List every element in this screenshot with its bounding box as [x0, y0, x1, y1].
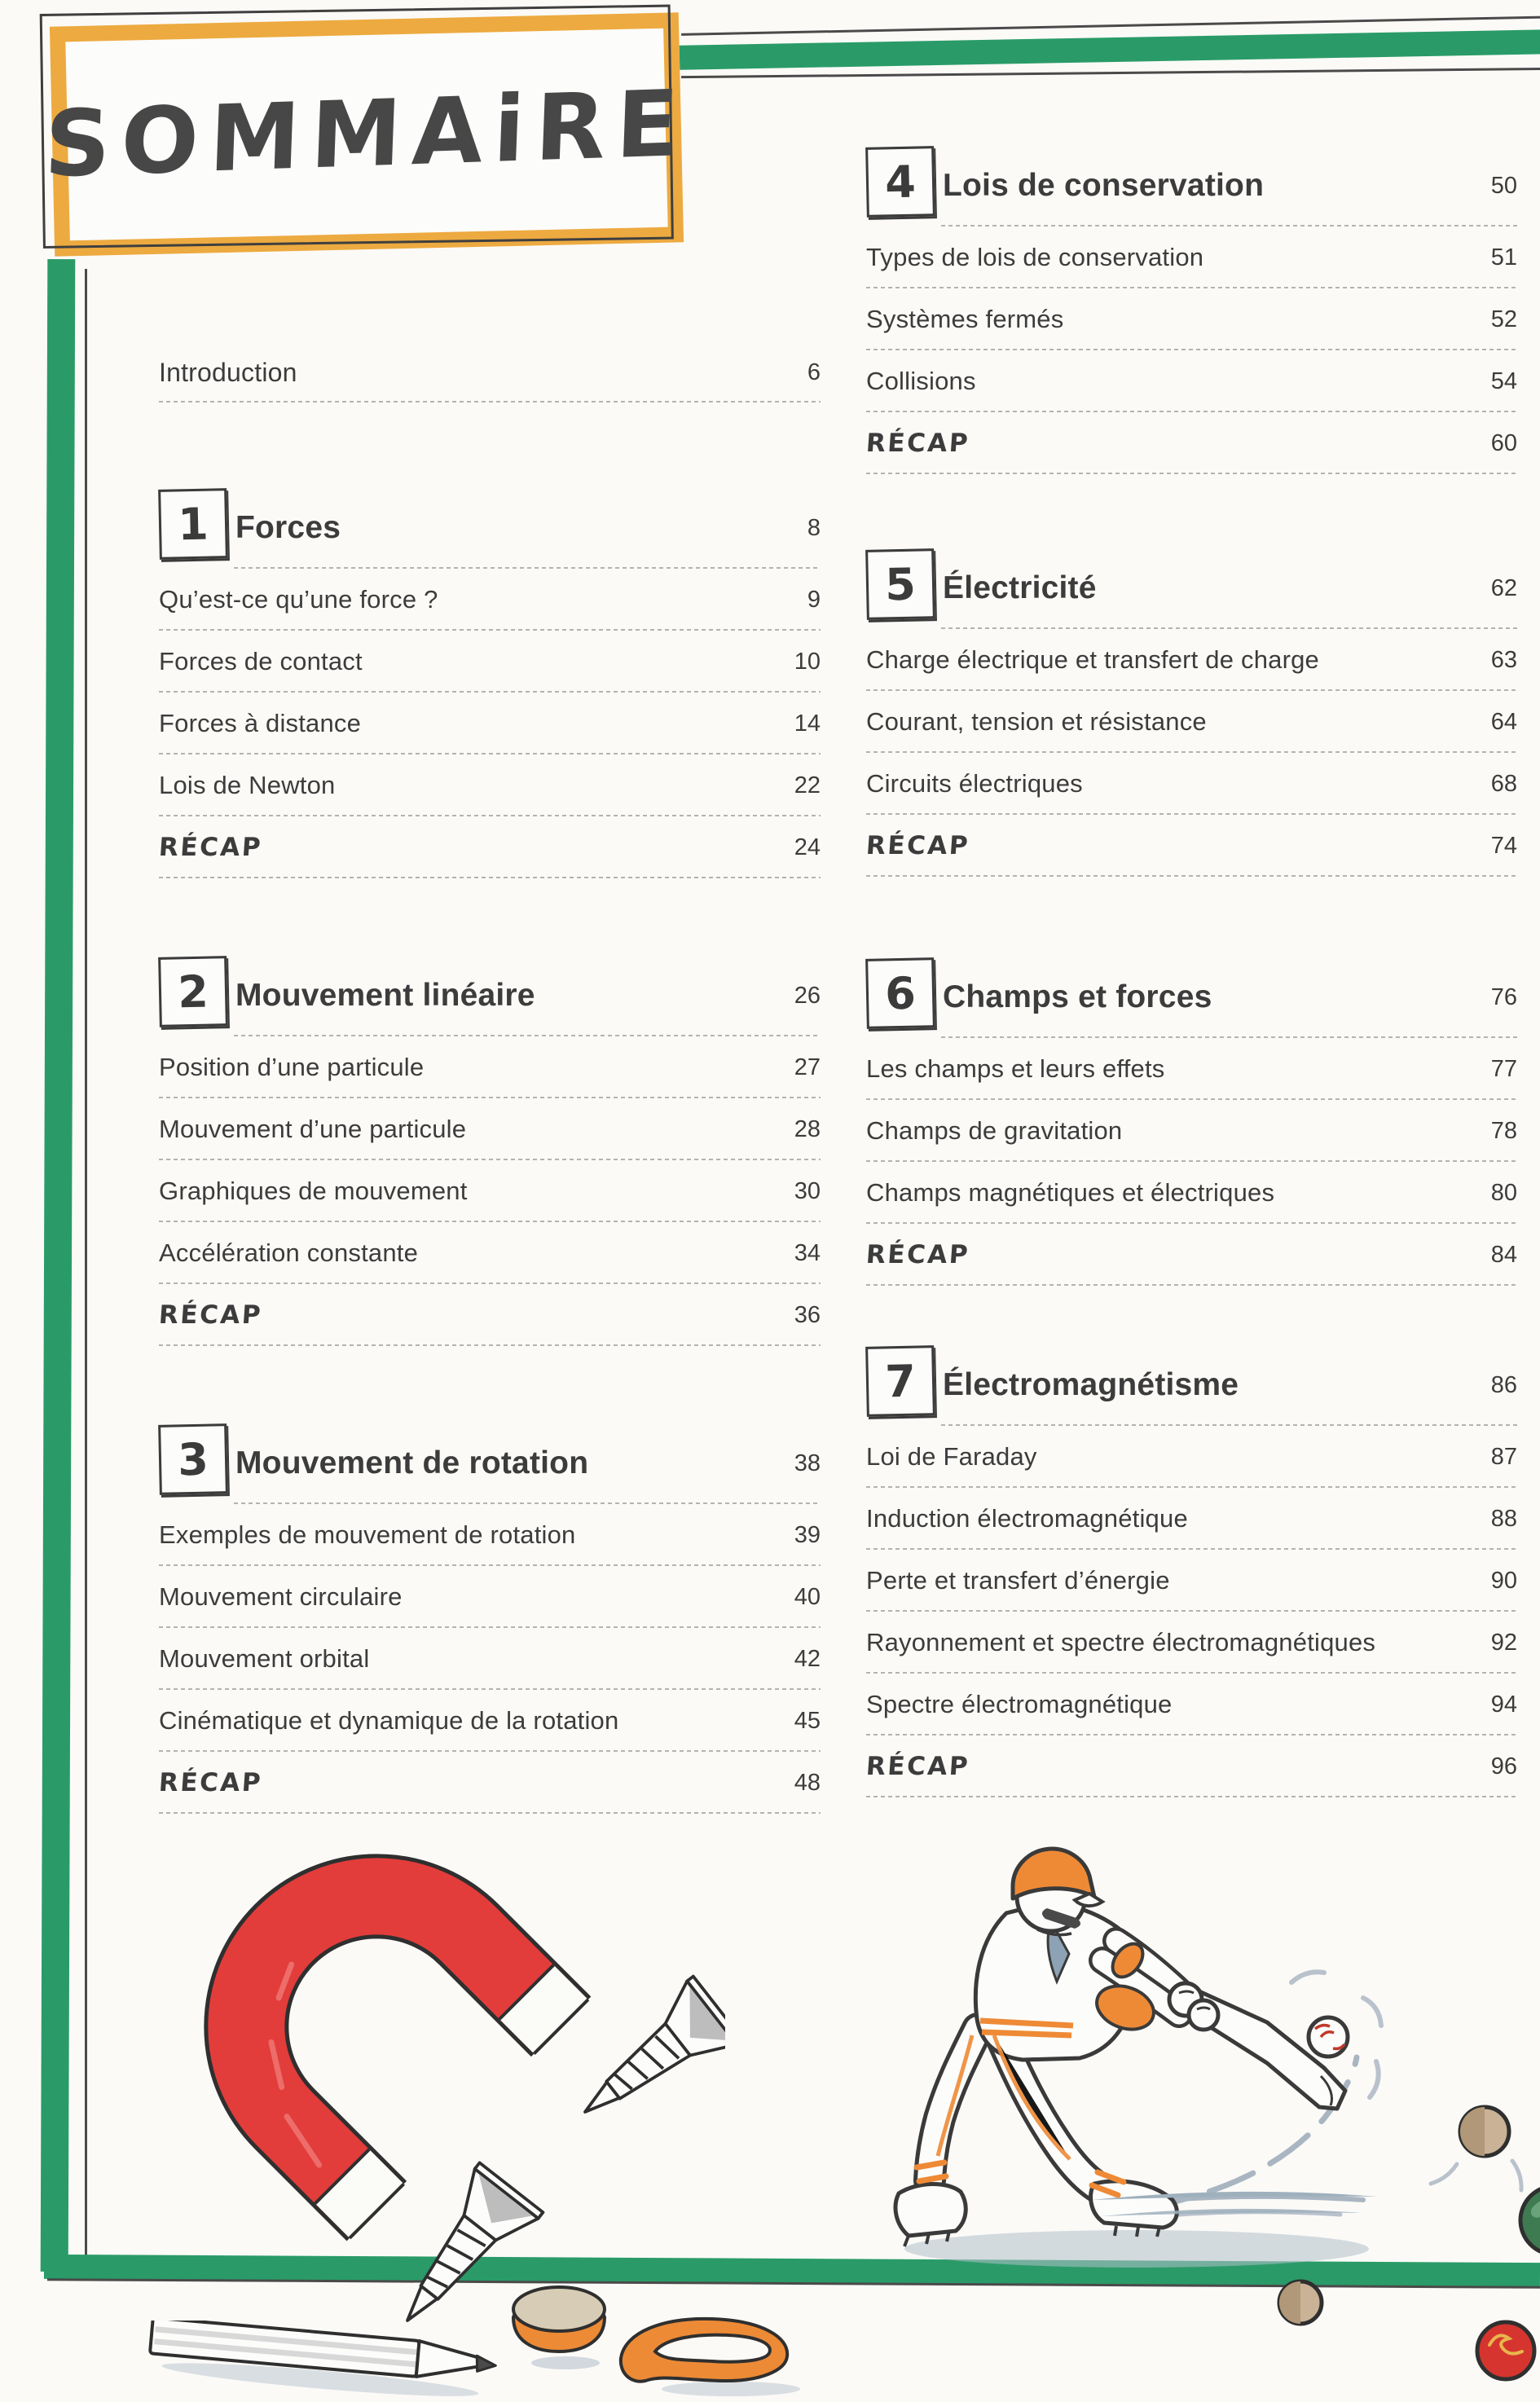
toc-item-page: 24 — [794, 834, 821, 860]
toc-item-label: Champs magnétiques et électriques — [866, 1178, 1275, 1207]
toc-item-page: 30 — [794, 1177, 821, 1204]
toc-item-page: 96 — [1490, 1753, 1517, 1780]
chapter-header — [866, 145, 1517, 227]
toc-item-page: 54 — [1490, 367, 1517, 394]
toc-item-label: RÉCAP — [157, 833, 264, 862]
rubber-band-illustration — [605, 2307, 804, 2402]
chapter-header — [159, 487, 821, 569]
toc-item-label: Induction électromagnétique — [866, 1504, 1188, 1533]
chapter-number-box: 7 — [865, 1345, 935, 1417]
toc-item-page: 87 — [1490, 1443, 1517, 1470]
toc-item-row — [866, 288, 1517, 350]
chapter-number-box: 5 — [865, 548, 935, 620]
chapter-section-1 — [159, 487, 821, 878]
chapter-title: Lois de conservation — [943, 168, 1265, 203]
pencil-illustration — [139, 2321, 530, 2402]
toc-item-label: Position d’une particule — [159, 1053, 425, 1081]
toc-item-page: 52 — [1490, 306, 1517, 332]
chapter-section-4 — [866, 145, 1517, 474]
toc-item-row — [866, 1550, 1517, 1612]
toc-item-label: RÉCAP — [157, 1300, 264, 1330]
toc-item-page: 36 — [794, 1301, 821, 1328]
toc-item-label: Mouvement circulaire — [159, 1582, 403, 1611]
toc-item-row — [866, 1038, 1517, 1100]
toc-item-row — [866, 227, 1517, 288]
chapter-header — [866, 548, 1517, 629]
toc-item-page: 88 — [1490, 1505, 1517, 1532]
chapter-title: Mouvement de rotation — [235, 1445, 589, 1480]
eraser-illustration — [499, 2272, 621, 2373]
toc-item-label: Mouvement d’une particule — [159, 1115, 467, 1143]
chapter-page-number: 50 — [1490, 172, 1517, 199]
toc-item-label: Types de lois de conservation — [866, 243, 1204, 271]
toc-item-row — [159, 1284, 821, 1346]
toc-item-page: 22 — [794, 772, 821, 798]
toc-column-right — [866, 145, 1517, 1797]
chapter-title: Électricité — [943, 570, 1097, 605]
toc-item-row — [159, 1690, 821, 1752]
horseshoe-magnet-illustration — [139, 1833, 725, 2355]
toc-item-page: 92 — [1490, 1629, 1517, 1656]
chapter-title: Forces — [235, 510, 341, 545]
toc-item-page: 74 — [1490, 832, 1517, 859]
toc-item-row — [866, 1224, 1517, 1286]
toc-item-row — [159, 631, 821, 693]
toc-item-page: 60 — [1490, 429, 1517, 456]
page-title: SOMMAiRE — [42, 70, 691, 199]
toc-item-page: 63 — [1490, 646, 1517, 673]
toc-item-label: RÉCAP — [865, 429, 971, 458]
toc-item-page: 51 — [1490, 244, 1517, 271]
chapter-page-number: 38 — [794, 1450, 821, 1476]
toc-item-row — [159, 1160, 821, 1222]
toc-item-page: 84 — [1490, 1241, 1517, 1268]
toc-item-row — [866, 1488, 1517, 1550]
sommaire-title-box — [42, 12, 691, 256]
toc-item-row — [159, 1036, 821, 1098]
toc-item-page: 48 — [794, 1769, 821, 1796]
toc-item-label: Collisions — [866, 367, 976, 395]
chapter-number-box: 3 — [158, 1423, 228, 1495]
toc-item-label: Mouvement orbital — [159, 1644, 370, 1673]
chapter-page-number: 76 — [1490, 983, 1517, 1010]
chapter-section-7 — [866, 1344, 1517, 1797]
chapter-page-number: 8 — [807, 514, 821, 541]
toc-item-label: Courant, tension et résistance — [866, 707, 1207, 736]
chapter-number-box: 4 — [865, 146, 935, 218]
toc-item-row — [866, 753, 1517, 815]
toc-item-label: Forces à distance — [159, 709, 362, 737]
toc-item-row — [866, 629, 1517, 691]
toc-item-row — [159, 1752, 821, 1814]
toc-item-label: Rayonnement et spectre électromagnétiques — [866, 1628, 1376, 1656]
toc-item-label: RÉCAP — [865, 1240, 971, 1269]
toc-item-row — [159, 1628, 821, 1690]
chapter-number-box: 6 — [865, 957, 935, 1029]
frame-top-green-band — [670, 29, 1540, 70]
toc-item-row — [866, 1100, 1517, 1162]
toc-intro-row — [159, 342, 821, 403]
chapter-page-number: 26 — [794, 982, 821, 1009]
chapter-section-3 — [159, 1423, 821, 1814]
chapter-header — [866, 957, 1517, 1038]
chapter-section-2 — [159, 955, 821, 1346]
toc-item-row — [159, 1504, 821, 1566]
toc-item-label: Accélération constante — [159, 1238, 419, 1267]
toc-item-page: 77 — [1490, 1055, 1517, 1082]
chapter-title: Champs et forces — [943, 979, 1212, 1014]
toc-item-page: 42 — [794, 1645, 821, 1672]
toc-item-row — [866, 1612, 1517, 1674]
toc-item-row — [159, 569, 821, 631]
toc-item-row — [866, 412, 1517, 474]
toc-item-label: Qu’est-ce qu’une force ? — [159, 585, 438, 614]
toc-item-label: Systèmes fermés — [866, 305, 1064, 333]
chapter-page-number: 62 — [1490, 574, 1517, 601]
chapter-section-6 — [866, 957, 1517, 1286]
toc-item-page: 45 — [794, 1707, 821, 1734]
toc-item-page: 80 — [1490, 1179, 1517, 1206]
toc-item-row — [866, 1426, 1517, 1488]
chapter-page-number: 86 — [1490, 1371, 1517, 1398]
toc-item-label: Cinématique et dynamique de la rotation — [159, 1706, 619, 1735]
toc-item-row — [866, 815, 1517, 877]
toc-item-label: Spectre électromagnétique — [866, 1690, 1173, 1718]
toc-item-row — [159, 1222, 821, 1284]
toc-item-page: 27 — [794, 1054, 821, 1080]
toc-item-row — [159, 693, 821, 754]
toc-item-label: RÉCAP — [865, 1752, 971, 1781]
toc-item-row — [866, 1674, 1517, 1736]
toc-item-label: RÉCAP — [865, 831, 971, 860]
toc-item-label: Les champs et leurs effets — [866, 1054, 1165, 1083]
frame-left-green-band — [41, 259, 76, 2272]
balls-illustration — [1255, 2086, 1540, 2402]
toc-item-label: Forces de contact — [159, 647, 363, 675]
frame-outline-left — [85, 269, 87, 2267]
toc-item-label: Charge électrique et transfert de charge — [866, 645, 1319, 674]
toc-item-label: Graphiques de mouvement — [159, 1177, 468, 1205]
toc-item-label: RÉCAP — [157, 1768, 264, 1797]
chapter-number-box: 1 — [158, 488, 228, 560]
toc-item-label: Lois de Newton — [159, 771, 336, 799]
toc-item-label: Loi de Faraday — [866, 1442, 1037, 1471]
toc-item-label: Introduction — [159, 357, 297, 387]
chapter-title: Mouvement linéaire — [235, 978, 535, 1013]
toc-item-page: 94 — [1490, 1691, 1517, 1718]
toc-item-label: Champs de gravitation — [866, 1116, 1123, 1145]
toc-item-page: 10 — [794, 648, 821, 675]
toc-item-page: 68 — [1490, 770, 1517, 797]
toc-item-page: 78 — [1490, 1117, 1517, 1144]
toc-item-page: 34 — [794, 1239, 821, 1266]
toc-item-page: 9 — [807, 586, 821, 613]
chapter-header — [159, 1423, 821, 1504]
toc-item-row — [866, 1162, 1517, 1224]
toc-item-label: Perte et transfert d’énergie — [866, 1566, 1170, 1595]
toc-item-row — [159, 816, 821, 878]
toc-item-row — [866, 1736, 1517, 1797]
toc-item-page: 6 — [807, 359, 821, 385]
chapter-section-5 — [866, 548, 1517, 877]
toc-item-row — [159, 1098, 821, 1160]
toc-item-page: 28 — [794, 1115, 821, 1142]
toc-item-page: 39 — [794, 1521, 821, 1548]
toc-item-row — [159, 754, 821, 816]
toc-item-page: 64 — [1490, 708, 1517, 735]
toc-item-label: Exemples de mouvement de rotation — [159, 1520, 576, 1549]
chapter-header — [866, 1344, 1517, 1426]
chapter-title: Électromagnétisme — [943, 1367, 1239, 1402]
toc-item-label: Circuits électriques — [866, 769, 1083, 798]
toc-item-page: 14 — [794, 710, 821, 737]
toc-item-row — [159, 1566, 821, 1628]
frame-outline-top-inner — [681, 68, 1540, 78]
motion-swoosh-lines — [1092, 2185, 1385, 2228]
toc-item-page: 40 — [794, 1583, 821, 1610]
toc-item-page: 90 — [1490, 1567, 1517, 1594]
toc-item-row — [866, 691, 1517, 753]
chapter-header — [159, 955, 821, 1036]
toc-column-left — [159, 342, 821, 1814]
toc-item-row — [866, 350, 1517, 412]
chapter-number-box: 2 — [158, 956, 228, 1027]
